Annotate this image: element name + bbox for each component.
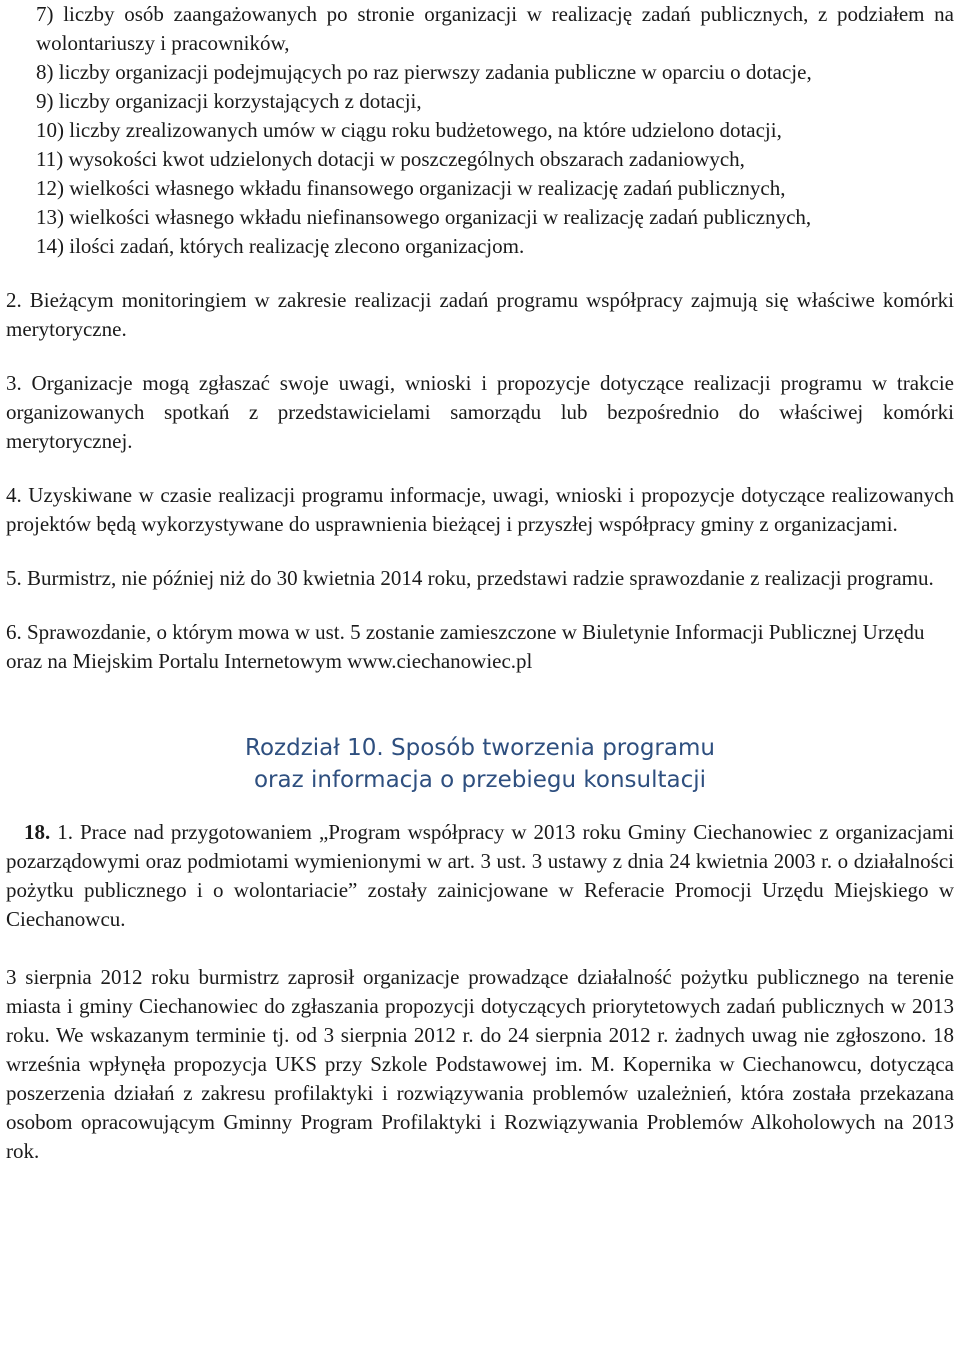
paragraph-2: 2. Bieżącym monitoringiem w zakresie realizacji zadań programu współpracy zajmują się właściwe komórki merytoryczne. (6, 288, 954, 341)
spacer (6, 676, 954, 732)
list-item-number: 11) (36, 147, 64, 171)
section-18-text: 1. Prace nad przygotowaniem „Program współpracy w 2013 roku Gminy Ciechanowiec z organizacjami pozarządowymi oraz podmiotami wymienionymi w art. 3 ust. 3 ustawy z dnia 24 kwietnia 2003 r. o działalności pożytku publicznego i o wolontariacie” zostały zainicjowane w Referacie Promocji Urzędu Miejskiego w Ciechanowcu. (6, 820, 954, 931)
list-item-text: ilości zadań, których realizację zlecono organizacjom. (69, 234, 525, 258)
list-item-number: 13) (36, 205, 64, 229)
paragraph-3: 3. Organizacje mogą zgłaszać swoje uwagi, wnioski i propozycje dotyczące realizacji programu w trakcie organizowanych spotkań z przedstawicielami samorządu lub bezpośrednio do właściwej komórki merytorycznej. (6, 371, 954, 453)
final-paragraph: 3 sierpnia 2012 roku burmistrz zaprosił organizacje prowadzące działalność pożytku publicznego na terenie miasta i gminy Ciechanowiec do zgłaszania propozycji dotyczących priorytetowych zadań publicznych w 2013 roku. We wskazanym terminie tj. od 3 sierpnia 2012 r. do 24 sierpnia 2012 r. żadnych uwag nie zgłoszono. 18 września wpłynęła propozycja UKS przy Szkole Podstawowej im. M. Kopernika w Ciechanowcu, dotycząca poszerzenia działań z zakresu profilaktyki i rozwiązywania problemów uzależnień, która została przekazana osobom opracowującym Gminny Program Profilaktyki i Rozwiązywania Problemów Alkoholowych na 2013 rok. (6, 965, 954, 1163)
paragraph-4: 4. Uzyskiwane w czasie realizacji programu informacje, uwagi, wnioski i propozycje dotyczące realizowanych projektów będą wykorzystywane do usprawnienia bieżącej i przyszłej współpracy gminy z organizacjami. (6, 483, 954, 536)
section-18-paragraph (6, 818, 954, 934)
spacer (6, 934, 954, 963)
list-item-number: 12) (36, 176, 64, 200)
list-item (6, 0, 954, 58)
spacer (6, 261, 954, 286)
list-item (6, 87, 954, 116)
list-item-number: 7) (36, 2, 54, 26)
list-item-text: wielkości własnego wkładu niefinansowego organizacji w realizację zadań publicznych, (69, 205, 812, 229)
section-number: 18. (24, 820, 51, 844)
spacer (6, 539, 954, 564)
list-item-text: wielkości własnego wkładu finansowego organizacji w realizację zadań publicznych, (69, 176, 786, 200)
spacer (6, 796, 954, 818)
list-item-text: liczby organizacji korzystających z dotacji, (58, 89, 422, 113)
paragraph-6: 6. Sprawozdanie, o którym mowa w ust. 5 zostanie zamieszczone w Biuletynie Informacji Publicznej Urzędu oraz na Miejskim Portalu Internetowym www.ciechanowiec.pl (6, 620, 925, 673)
paragraph-5: 5. Burmistrz, nie później niż do 30 kwietnia 2014 roku, przedstawi radzie sprawozdanie z realizacji programu. (6, 566, 934, 590)
list-item-text: liczby organizacji podejmujących po raz pierwszy zadania publiczne w oparciu o dotacje, (58, 60, 812, 84)
list-item-number: 8) (36, 60, 54, 84)
list-item (6, 116, 954, 145)
list-item (6, 145, 954, 174)
chapter-heading-line-2: oraz informacja o przebiegu konsultacji (253, 767, 707, 793)
list-item-number: 14) (36, 234, 64, 258)
list-item-text: wysokości kwot udzielonych dotacji w poszczególnych obszarach zadaniowych, (68, 147, 745, 171)
spacer (6, 593, 954, 618)
list-item (6, 58, 954, 87)
list-item (6, 174, 954, 203)
spacer (6, 456, 954, 481)
list-item (6, 232, 954, 261)
list-item-number: 10) (36, 118, 64, 142)
document-page (6, 0, 954, 1166)
spacer (6, 344, 954, 369)
list-item (6, 203, 954, 232)
chapter-heading-line-1: Rozdział 10. Sposób tworzenia programu (245, 735, 715, 761)
list-item-text: liczby osób zaangażowanych po stronie organizacji w realizację zadań publicznych, z podziałem na wolontariuszy i pracowników, (36, 2, 954, 55)
list-item-number: 9) (36, 89, 54, 113)
list-item-text: liczby zrealizowanych umów w ciągu roku budżetowego, na które udzielono dotacji, (69, 118, 782, 142)
monitoring-list (6, 0, 954, 261)
